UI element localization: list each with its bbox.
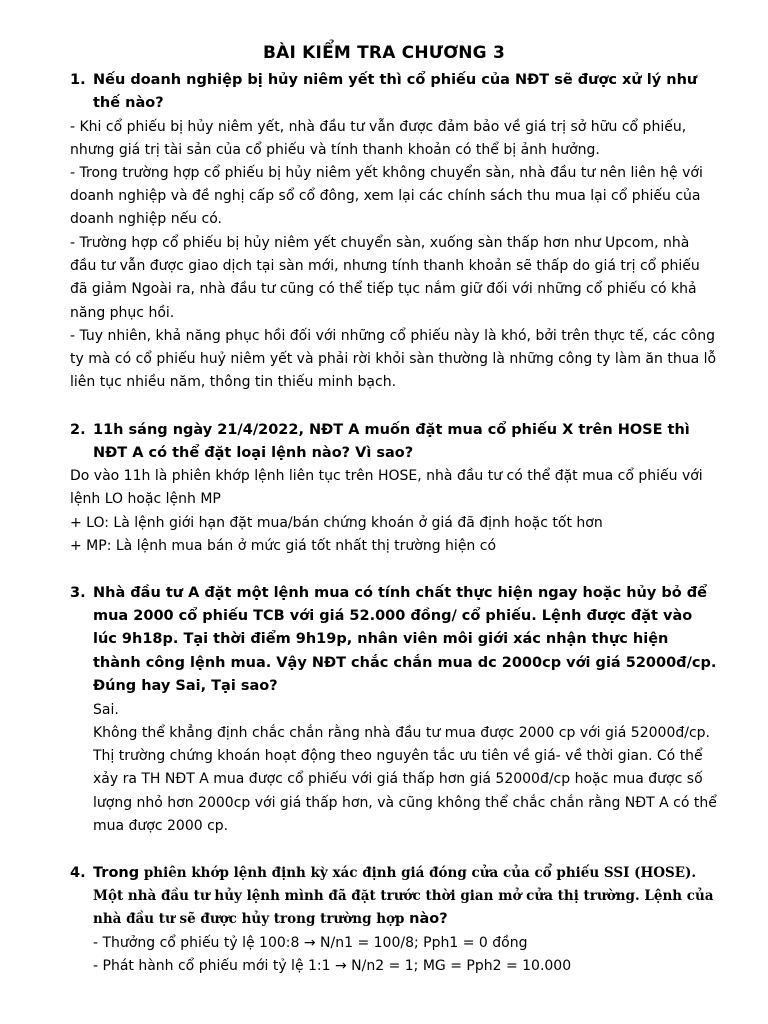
question-number: 4. bbox=[70, 865, 86, 881]
question-number: 3. bbox=[70, 585, 86, 601]
answer-paragraph: - Phát hành cổ phiếu mới tỷ lệ 1:1 → N/n2 = 1; MG = Pph2 = 10.000 bbox=[93, 958, 572, 974]
answer-paragraph: - Trường hợp cổ phiếu bị hủy niêm yết chuyển sàn, xuống sàn thấp hơn như Upcom, nhà đầu tư vẫn được giao dịch tại sàn mới, nhưng tính thanh khoản sẽ thấp do giá trị cổ phiếu đã giảm Ngoài ra, nhà đầu tư cũng có thể tiếp tục nắm giữ đối với những cổ phiếu có khả năng phục hồi. bbox=[70, 235, 700, 321]
answer-paragraph: - Khi cổ phiếu bị hủy niêm yết, nhà đầu tư vẫn được đảm bảo về giá trị sở hữu cổ phiếu, nhưng giá trị tài sản của cổ phiếu và tính thanh khoản có thể bị ảnh hưởng. bbox=[70, 119, 687, 159]
answer-paragraph: - Thưởng cổ phiếu tỷ lệ 100:8 → N/n1 = 100/8; Pph1 = 0 đồng bbox=[93, 935, 528, 951]
answer-paragraph: Do vào 11h là phiên khớp lệnh liên tục trên HOSE, nhà đầu tư có thể đặt mua cổ phiếu với lệnh LO hoặc lệnh MP bbox=[70, 468, 703, 508]
question-text: Nếu doanh nghiệp bị hủy niêm yết thì cổ phiếu của NĐT sẽ được xử lý như thế nào? bbox=[93, 72, 698, 112]
question-number: 2. bbox=[70, 422, 86, 438]
question-text bbox=[70, 862, 720, 932]
question-text: 11h sáng ngày 21/4/2022, NĐT A muốn đặt mua cổ phiếu X trên HOSE thì NĐT A có thể đặt loại lệnh nào? Vì sao? bbox=[93, 422, 690, 462]
question-3 bbox=[70, 582, 720, 698]
answer-paragraph: - Tuy nhiên, khả năng phục hồi đối với những cổ phiếu này là khó, bởi trên thực tế, các công ty mà có cổ phiếu huỷ niêm yết và phải rời khỏi sàn thường là những công ty làm ăn thua lỗ liên tục nhiều năm, thông tin thiếu minh bạch. bbox=[70, 328, 717, 391]
answer-paragraph: Sai. bbox=[93, 702, 119, 718]
document-title: BÀI KIỂM TRA CHƯƠNG 3 bbox=[263, 43, 505, 63]
question-4 bbox=[70, 862, 720, 932]
question-text: Nhà đầu tư A đặt một lệnh mua có tính chất thực hiện ngay hoặc hủy bỏ để mua 2000 cổ phiếu TCB với giá 52.000 đồng/ cổ phiếu. Lệnh được đặt vào lúc 9h18p. Tại thời điểm 9h19p, nhân viên môi giới xác nhận thực hiện thành công lệnh mua. Vậy NĐT chắc chắn mua dc 2000cp với giá 52000đ/cp. Đúng hay Sai, Tại sao? bbox=[93, 585, 717, 694]
question-number: 1. bbox=[70, 72, 86, 88]
answer-paragraph: Không thể khẳng định chắc chắn rằng nhà đầu tư mua được 2000 cp với giá 52000đ/cp. Thị trường chứng khoán hoạt động theo nguyên tắc ưu tiên về giá- về thời gian. Có thể xảy ra TH NĐT A mua được cổ phiếu với giá thấp hơn giá 52000đ/cp hoặc mua được số lượng nhỏ hơn 2000cp với giá thấp hơn, và cũng không thể chắc chắn rằng NĐT A có thể mua được 2000 cp. bbox=[93, 725, 717, 834]
answer-paragraph: + LO: Là lệnh giới hạn đặt mua/bán chứng khoán ở giá đã định hoặc tốt hơn bbox=[70, 515, 603, 531]
answer-paragraph: - Trong trường hợp cổ phiếu bị hủy niêm yết không chuyển sàn, nhà đầu tư nên liên hệ với doanh nghiệp và đề nghị cấp sổ cổ đông, xem lại các chính sách thu mua lại cổ phiếu của doanh nghiệp nếu có. bbox=[70, 165, 703, 228]
question-tail-word: nào? bbox=[409, 911, 448, 928]
question-2 bbox=[70, 419, 720, 465]
question-lead-word: Trong bbox=[93, 865, 140, 881]
question-1 bbox=[70, 69, 720, 115]
answer-paragraph: + MP: Là lệnh mua bán ở mức giá tốt nhất thị trường hiện có bbox=[70, 538, 497, 554]
question-body: phiên khớp lệnh định kỳ xác định giá đóng cửa của cổ phiếu SSI (HOSE). Một nhà đầu tư hủy lệnh mình đã đặt trước thời gian mở cửa thị trường. Lệnh của nhà đầu tư sẽ được hủy trong trường hợp bbox=[93, 865, 714, 928]
